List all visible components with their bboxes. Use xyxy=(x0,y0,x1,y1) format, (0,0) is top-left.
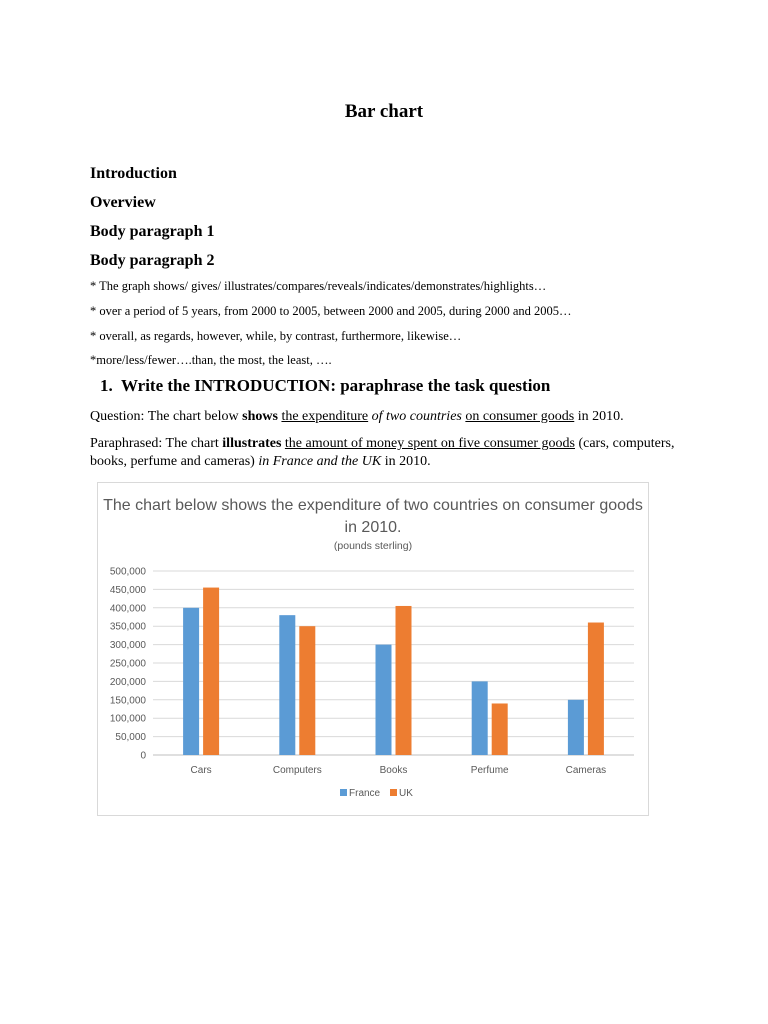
y-tick-label: 450,000 xyxy=(109,584,146,596)
bar-france xyxy=(279,615,295,755)
task-number: 1. xyxy=(100,376,113,395)
y-tick-label: 150,000 xyxy=(109,695,146,707)
chart-subtitle: (pounds sterling) xyxy=(333,540,413,552)
heading-introduction: Introduction xyxy=(90,165,177,182)
y-tick-label: 500,000 xyxy=(109,566,146,578)
paraphrased-italic: in France and the UK xyxy=(258,454,382,469)
question-suffix: in 2010. xyxy=(574,409,624,424)
bullet-line: *more/less/fewer….than, the most, the least, …. xyxy=(90,353,332,367)
bar-uk xyxy=(299,626,315,755)
y-tick-label: 50,000 xyxy=(115,732,146,744)
heading-body-paragraph-2: Body paragraph 2 xyxy=(90,252,215,269)
paraphrased-prefix: Paraphrased: The chart xyxy=(90,436,223,451)
bar-chart xyxy=(98,483,648,815)
question-underline-2: on consumer goods xyxy=(465,409,575,424)
y-tick-label: 300,000 xyxy=(109,640,146,652)
bullet-line: * over a period of 5 years, from 2000 to 2005, between 2000 and 2005, during 2000 and 2005… xyxy=(90,304,572,318)
y-tick-label: 200,000 xyxy=(109,676,146,688)
paraphrased-underline: the amount of money spent on five consumer goods xyxy=(284,436,575,451)
question-prefix: Question: The chart below xyxy=(90,409,243,424)
question-paragraph xyxy=(90,408,680,426)
x-tick-label: Perfume xyxy=(470,765,509,776)
bullet-line: * The graph shows/ gives/ illustrates/compares/reveals/indicates/demonstrates/highlights… xyxy=(90,279,547,293)
y-tick-label: 0 xyxy=(140,750,146,762)
chart-title: The chart below shows the expenditure of two countries on consumer goods in 2010. xyxy=(103,497,643,536)
paraphrased-verb: illustrates xyxy=(222,436,282,451)
question-italic: of two countries xyxy=(371,409,462,424)
bar-uk xyxy=(396,606,412,755)
legend-swatch xyxy=(390,789,397,796)
paraphrased-suffix: in 2010. xyxy=(381,454,431,469)
y-tick-label: 400,000 xyxy=(109,603,146,615)
x-tick-label: Books xyxy=(379,765,408,776)
paraphrased-mid: (cars, computers, books, perfume and cameras) xyxy=(90,436,675,469)
paraphrased-paragraph xyxy=(90,435,680,471)
bar-uk xyxy=(203,588,219,755)
bar-france xyxy=(183,608,199,755)
x-tick-label: Computers xyxy=(272,765,322,776)
legend-label: France xyxy=(349,788,381,799)
legend-swatch xyxy=(340,789,347,796)
bar-uk xyxy=(588,623,604,755)
y-tick-label: 350,000 xyxy=(109,621,146,633)
page-title: Bar chart xyxy=(344,101,424,122)
bar-france xyxy=(472,681,488,755)
y-tick-label: 100,000 xyxy=(109,713,146,725)
heading-body-paragraph-1: Body paragraph 1 xyxy=(90,223,215,240)
x-tick-label: Cameras xyxy=(565,765,607,776)
task-heading xyxy=(100,376,550,396)
bar-france xyxy=(376,645,392,755)
bar-uk xyxy=(492,703,508,755)
task-heading-part1: Write the INTRODUCTION xyxy=(120,376,331,395)
x-tick-label: Cars xyxy=(190,765,212,776)
task-heading-part2: : paraphrase the task question xyxy=(330,376,551,395)
heading-overview: Overview xyxy=(90,194,156,211)
chart-frame xyxy=(97,482,649,816)
question-underline-1: the expenditure xyxy=(281,409,369,424)
legend-label: UK xyxy=(399,788,413,799)
bullet-line: * overall, as regards, however, while, by contrast, furthermore, likewise… xyxy=(90,329,462,343)
bar-france xyxy=(568,700,584,755)
y-tick-label: 250,000 xyxy=(109,658,146,670)
question-verb: shows xyxy=(242,409,278,424)
